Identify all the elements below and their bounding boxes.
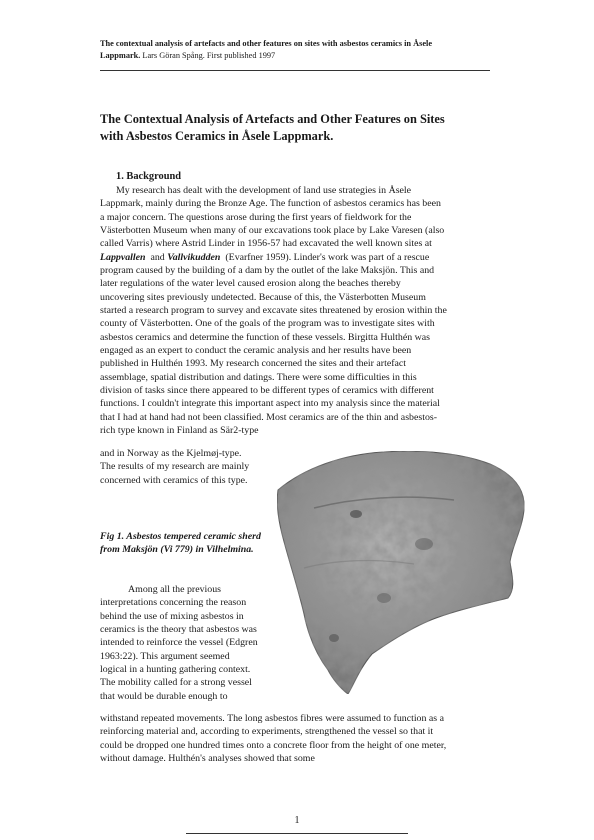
site-name: Lappvallen (100, 251, 146, 263)
text-line: called Varris) where Astrid Linder in 1956-57 had excavated the well known sites at (100, 238, 432, 250)
text-line: interpretations concerning the reason (100, 597, 247, 609)
text-line: later regulations of the water level caused erosion along the beaches thereby (100, 278, 401, 290)
text-line: logical in a hunting gathering context. (100, 663, 251, 675)
text-line: without damage. Hulthén's analyses showed that some (100, 752, 315, 764)
text-line: intended to reinforce the vessel (Edgren (100, 637, 258, 649)
sherd-shape (277, 451, 524, 694)
text-line: withstand repeated movements. The long asbestos fibres were assumed to function as a (100, 713, 444, 724)
paper-title-line-2: with Asbestos Ceramics in Åsele Lappmark. (100, 129, 334, 143)
text-line: 1963:22). This argument seemed (100, 650, 230, 662)
running-header-author: Lappmark. (100, 51, 141, 60)
section-heading: 1. Background (116, 171, 182, 182)
text-line: Lappmark, mainly during the Bronze Age. The function of asbestos ceramics has been (100, 198, 441, 210)
text-line: Among all the previous (128, 584, 221, 595)
paragraph-types (100, 447, 249, 487)
running-header (100, 38, 500, 62)
site-name: Vallvikudden (167, 251, 221, 263)
text-line: rich type known in Finland as Sär2-type (100, 424, 259, 436)
text-line: a major concern. The questions arose during the first years of fieldwork for the (100, 211, 412, 223)
text-line: concerned with ceramics of this type. (100, 474, 248, 486)
text-line: program caused by the building of a dam by the outlet of the lake Maksjön. This and (100, 264, 435, 276)
text-line: division of tasks since there appeared to be different types of ceramics with different (100, 384, 434, 396)
text-line (100, 251, 447, 264)
conjunction: and (150, 251, 165, 263)
page-number: 1 (294, 815, 300, 826)
text-line: started a research program to survey and excavate sites threatened by erosion within the (100, 304, 447, 316)
text-line: The results of my research are mainly (100, 461, 250, 473)
text-line: that I had at hand had not been classified. Most ceramics are of the thin and asbestos- (100, 411, 438, 423)
running-header-author-line (100, 50, 500, 62)
text-line: reinforcing material and, according to experiments, strengthened the vessel so that it (100, 726, 434, 738)
text-line: and in Norway as the Kjelmøj-type. (100, 448, 242, 459)
paragraph-background (100, 184, 447, 437)
figure-caption (100, 530, 270, 557)
text-line: could be dropped one hundred times onto a concrete floor from the height of one meter, (100, 739, 447, 751)
header-rule (100, 70, 490, 71)
running-header-title: The contextual analysis of artefacts and other features on sites with asbestos ceramics in Åsele (100, 39, 432, 48)
text-line: assemblage, spatial distribution and datings. There were some difficulties in this (100, 371, 417, 383)
paper-title-line-1: The Contextual Analysis of Artefacts and Other Features on Sites (100, 112, 445, 126)
text-line: asbestos ceramics and determine the function of these vessels. Birgitta Hulthén was (100, 331, 430, 343)
paragraph-interpretations (100, 583, 258, 703)
text-line: ceramics is the theory that asbestos was (100, 623, 257, 635)
text-line: published in Hulthén 1993. My research concerned the sites and their artefact (100, 358, 407, 370)
text-line: county of Västerbotten. One of the goals of the program was to investigate sites with (100, 318, 435, 330)
figure-caption-line: from Maksjön (Vi 779) in Vilhelmina. (100, 544, 254, 556)
text-line: My research has dealt with the development of land use strategies in Åsele (116, 185, 412, 196)
text-line: engaged as an expert to conduct the ceramic analysis and her results have been (100, 344, 412, 356)
text-line: uncovering sites previously undetected. Because of this, the Västerbotten Museum (100, 291, 426, 303)
figure-caption-line: Fig 1. Asbestos tempered ceramic sherd (100, 531, 261, 542)
paragraph-continuation (100, 712, 446, 765)
paper-title (100, 111, 500, 145)
text-fragment: (Evarfner 1959). Linder's work was part of a rescue (225, 251, 430, 263)
text-line: functions. I couldn't integrate this important aspect into my analysis since the material (100, 398, 440, 410)
text-line: that would be durable enough to (100, 690, 228, 702)
ceramic-sherd-photo (274, 448, 530, 696)
running-header-credit: Lars Göran Spång. First published 1997 (142, 51, 276, 60)
text-line: The mobility called for a strong vessel (100, 677, 252, 689)
footer-rule (186, 833, 408, 834)
text-line: behind the use of mixing asbestos in (100, 610, 244, 622)
text-line: Västerbotten Museum when many of our excavations took place by Lake Varesen (also (100, 224, 445, 236)
